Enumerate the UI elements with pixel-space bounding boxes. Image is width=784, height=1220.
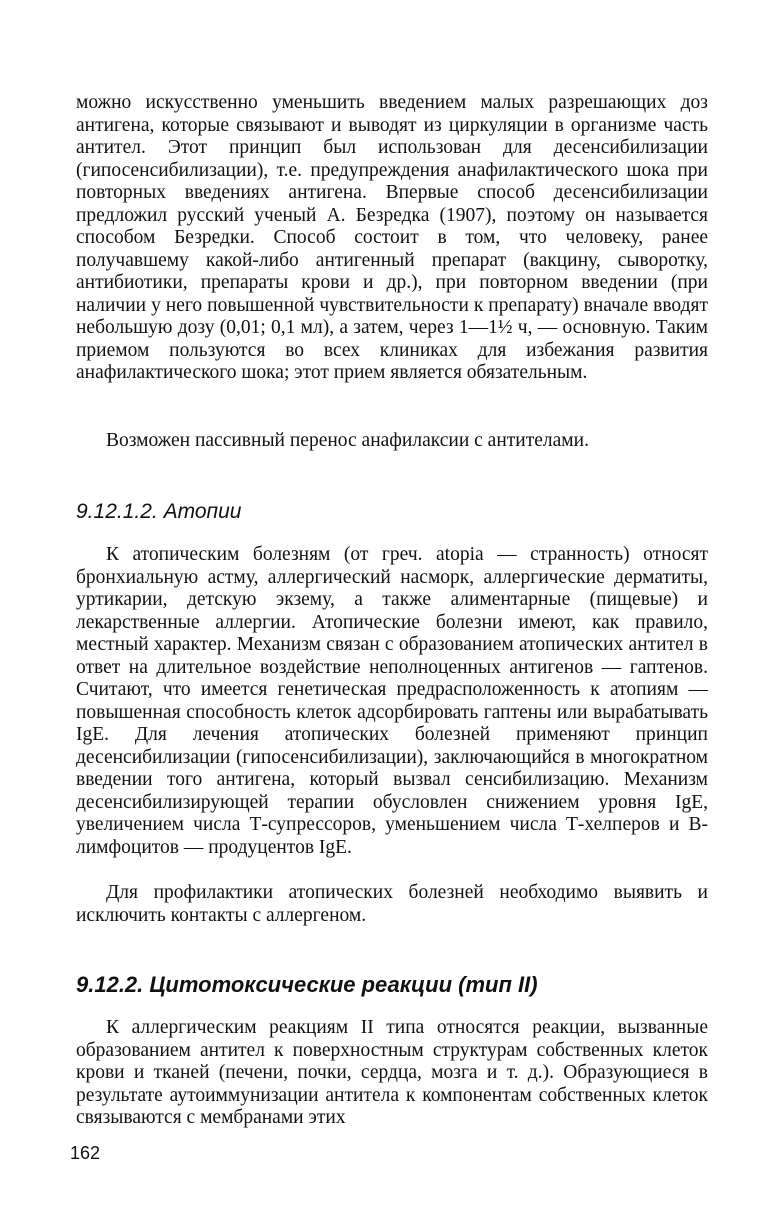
passive-transfer-paragraph: Возможен пассивный перенос анафилаксии с антителами. [106,430,589,451]
page-number: 162 [70,1143,101,1163]
section-heading-atopy: 9.12.1.2. Атопии [76,500,242,523]
cytotoxic-paragraph: К аллергическим реакциям II типа относятся реакции, вызванные образованием антител к поверхностным структурам собственных клеток крови и тканей (печени, почки, сердца, мозга и т. д.). Образующиеся в результате аутоиммунизации антитела к компонентам собственных клеток связываются с мембранами этих [76,1017,708,1128]
intro-paragraph: можно искусственно уменьшить введением малых разрешающих доз антигена, которые связывают и выводят из циркуляции в организме часть антител. Этот принцип был использован для десенсибилизации (гипосенсибилизации), т.е. предупреждения анафилактического шока при повторных введениях антигена. Впервые способ десенсибилизации предложил русский ученый А. Безредка (1907), поэтому он называется способом Безредки. Способ состоит в том, что человеку, ранее получавшему какой-либо антигенный препарат (вакцину, сыворотку, антибиотики, препараты крови и др.), при повторном введении (при наличии у него повышенной чувствительности к препарату) вначале вводят небольшую дозу (0,01; 0,1 мл), а затем, через 1—1½ ч, — основную. Таким приемом пользуются во всех клиниках для избежания развития анафилактического шока; этот прием является обязательным. [76,92,708,383]
section-heading-cytotoxic: 9.12.2. Цитотоксические реакции (тип II) [76,972,538,997]
atopy-paragraph: К атопическим болезням (от греч. atopia — странность) относят бронхиальную астму, аллергический насморк, аллергические дерматиты, уртикарии, детскую экзему, а также алиментарные (пищевые) и лекарственные аллергии. Атопические болезни имеют, как правило, местный характер. Механизм связан с образованием атопических антител в ответ на длительное воздействие неполноценных антигенов — гаптенов. Считают, что имеется генетическая предрасположенность к атопиям — повышенная способность клеток адсорбировать гаптены или вырабатывать IgE. Для лечения атопических болезней применяют принцип десенсибилизации (гипосенсибилизации), заключающийся в многократном введении того антигена, который вызвал сенсибилизацию. Механизм десенсибилизирующей терапии обусловлен снижением уровня IgE, увеличением числа Т-супрессоров, уменьшением числа Т-хелперов и В-лимфоцитов — продуцентов IgE. [76,544,708,858]
prophylaxis-paragraph: Для профилактики атопических болезней необходимо выявить и исключить контакты с аллергеном. [76,882,708,926]
